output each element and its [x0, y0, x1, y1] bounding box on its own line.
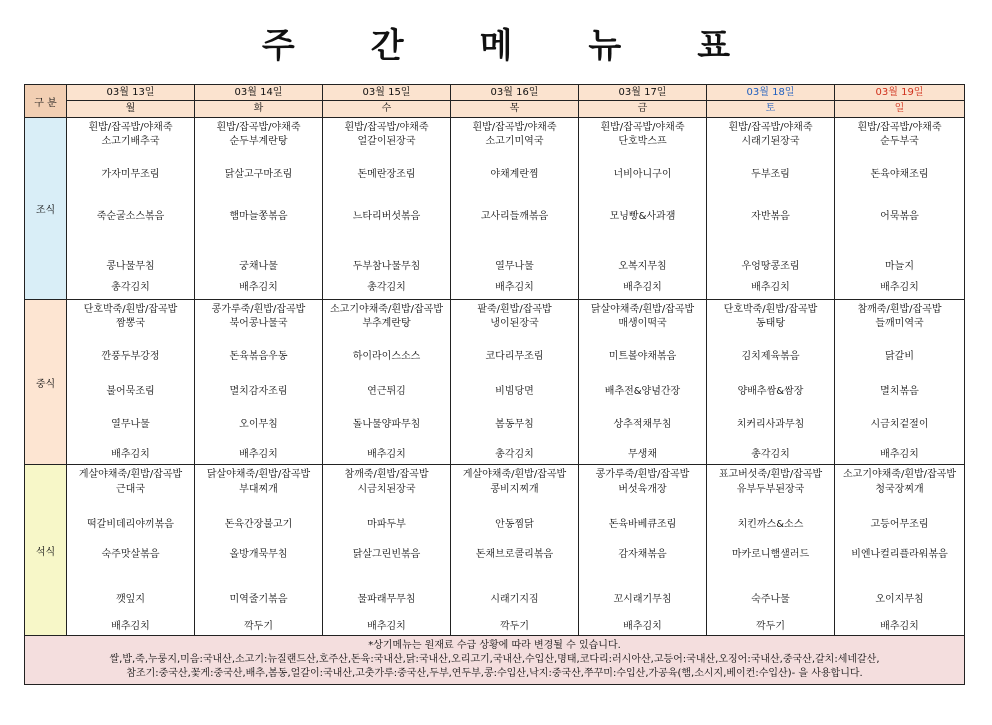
footer-line: 참조기:중국산,꽃게:중국산,배추,봄동,얼갈이:국내산,고춧가루:중국산,두부,연두부,콩:수입산,낙지:중국산,쭈꾸미:수입산,가공육(햄,소시지,베이컨:수입산)- 을 사용합니다.: [126, 668, 863, 679]
menu-cell-lunch: [579, 300, 707, 465]
menu-item: 닭살야채죽/흰밥/잡곡밥: [206, 469, 311, 480]
menu-item: 불어묵조림: [106, 386, 155, 397]
menu-item: 소고기미역국: [485, 136, 544, 147]
menu-cell-dinner: [451, 465, 579, 636]
menu-cell-content: [195, 300, 322, 464]
menu-item: 시래기지짐: [490, 594, 539, 605]
menu-item: 북어콩나물국: [229, 318, 288, 329]
menu-item: 돈육간장불고기: [224, 519, 293, 530]
menu-item: 게살야채죽/흰밥/잡곡밥: [78, 469, 183, 480]
menu-item: 열무나물: [111, 419, 150, 430]
menu-cell-breakfast: [67, 118, 195, 300]
page-title-char: 간: [370, 26, 404, 66]
menu-item: 버섯육개장: [618, 484, 667, 495]
menu-item: 배추김치: [367, 449, 406, 460]
menu-cell-content: [451, 118, 578, 299]
menu-item: 참깨죽/흰밥/잡곡밥: [344, 469, 429, 480]
page-title-char: 주: [261, 26, 295, 66]
menu-cell-content: [835, 465, 964, 635]
menu-cell-lunch: [195, 300, 323, 465]
menu-item: 숙주맛살볶음: [101, 549, 160, 560]
menu-item: 총각김치: [495, 449, 534, 460]
header-date: 03월 17일: [579, 85, 707, 101]
menu-item: 배추김치: [495, 282, 534, 293]
menu-item: 소고기야채죽/흰밥/잡곡밥: [843, 469, 956, 480]
menu-item: 떡갈비데리야끼볶음: [87, 519, 174, 530]
menu-item: 고사리들깨볶음: [480, 211, 549, 222]
menu-item: 게살야채죽/흰밥/잡곡밥: [462, 469, 567, 480]
menu-item: 돈육야채조림: [870, 169, 929, 180]
menu-item: 연근튀김: [367, 386, 406, 397]
menu-item: 단호박스프: [618, 136, 667, 147]
menu-item: 동태탕: [756, 318, 785, 329]
menu-cell-content: [579, 465, 706, 635]
footer-notice: [25, 636, 965, 685]
menu-cell-dinner: [195, 465, 323, 636]
menu-item: 깐풍두부강정: [101, 351, 160, 362]
menu-item: 흰밥/잡곡밥/야채죽: [88, 122, 173, 133]
menu-item: 닭살야채죽/흰밥/잡곡밥: [590, 304, 695, 315]
header-date: 03월 13일: [67, 85, 195, 101]
menu-item: 흰밥/잡곡밥/야채죽: [216, 122, 301, 133]
menu-cell-dinner: [579, 465, 707, 636]
menu-item: 오이지무침: [875, 594, 924, 605]
menu-item: 무생채: [628, 449, 657, 460]
menu-item: 돈육볶음우동: [229, 351, 288, 362]
menu-item: 시금치겉절이: [870, 419, 929, 430]
meal-label-breakfast: 조식: [25, 118, 67, 300]
menu-cell-content: [195, 118, 322, 299]
menu-item: 깍두기: [244, 621, 273, 632]
menu-item: 느타리버섯볶음: [352, 211, 421, 222]
header-date: 03월 19일: [835, 85, 965, 101]
menu-item: 햄마늘쫑볶음: [229, 211, 288, 222]
header-weekday: 화: [195, 101, 323, 118]
menu-item: 시금치된장국: [357, 484, 416, 495]
menu-item: 죽순굴소스볶음: [96, 211, 165, 222]
menu-item: 총각김치: [111, 282, 150, 293]
menu-item: 돈채브로콜리볶음: [475, 549, 554, 560]
menu-item: 자반볶음: [751, 211, 790, 222]
menu-cell-dinner: [67, 465, 195, 636]
menu-item: 콩가루죽/흰밥/잡곡밥: [595, 469, 690, 480]
menu-cell-content: [323, 465, 450, 635]
menu-item: 배추김치: [880, 449, 919, 460]
menu-item: 단호박죽/흰밥/잡곡밥: [83, 304, 178, 315]
menu-cell-content: [67, 465, 194, 635]
menu-item: 꼬시래기무침: [613, 594, 672, 605]
header-weekday: 일: [835, 101, 965, 118]
menu-item: 깍두기: [500, 621, 529, 632]
header-gubun: 구 분: [25, 85, 67, 118]
menu-item: 냉이된장국: [490, 318, 539, 329]
menu-item: 마늘지: [885, 261, 914, 272]
menu-item: 양배추쌈&쌈장: [737, 386, 804, 397]
menu-item: 궁채나물: [239, 261, 278, 272]
menu-item: 멸치볶음: [880, 386, 919, 397]
menu-item: 배추김치: [880, 621, 919, 632]
menu-item: 흰밥/잡곡밥/야채죽: [728, 122, 813, 133]
menu-cell-content: [579, 118, 706, 299]
header-weekday: 월: [67, 101, 195, 118]
menu-cell-lunch: [835, 300, 965, 465]
menu-item: 배추김치: [239, 282, 278, 293]
menu-item: 오복지무침: [618, 261, 667, 272]
menu-item: 소고기야채죽/흰밥/잡곡밥: [330, 304, 443, 315]
menu-item: 총각김치: [367, 282, 406, 293]
menu-item: 비엔나컬리플라워볶음: [851, 549, 948, 560]
menu-cell-breakfast: [579, 118, 707, 300]
menu-cell-breakfast: [835, 118, 965, 300]
menu-item: 배추김치: [367, 621, 406, 632]
menu-item: 배추김치: [623, 621, 662, 632]
menu-cell-dinner: [707, 465, 835, 636]
menu-item: 부대찌개: [239, 484, 278, 495]
menu-item: 총각김치: [751, 449, 790, 460]
menu-item: 흰밥/잡곡밥/야채죽: [857, 122, 942, 133]
menu-item: 물파래무무침: [357, 594, 416, 605]
menu-item: 두부참나물무침: [352, 261, 421, 272]
menu-cell-content: [451, 300, 578, 464]
meal-label-dinner: 석식: [25, 465, 67, 636]
header-weekday: 수: [323, 101, 451, 118]
meal-label-lunch: 중식: [25, 300, 67, 465]
menu-item: 닭살그린빈볶음: [352, 549, 421, 560]
menu-cell-dinner: [835, 465, 965, 636]
menu-item: 표고버섯죽/흰밥/잡곡밥: [718, 469, 823, 480]
menu-cell-content: [707, 465, 834, 635]
weekly-menu-table: [24, 84, 965, 685]
menu-cell-breakfast: [707, 118, 835, 300]
menu-item: 배추전&양념간장: [604, 386, 681, 397]
menu-item: 하이라이스소스: [352, 351, 421, 362]
menu-item: 순두부계란탕: [229, 136, 288, 147]
menu-item: 부추계란탕: [362, 318, 411, 329]
menu-item: 매생이떡국: [618, 318, 667, 329]
footer-line: *상기메뉴는 원재료 수급 상황에 따라 변경될 수 있습니다.: [368, 640, 621, 651]
menu-item: 안동찜닭: [495, 519, 534, 530]
menu-item: 콩나물무침: [106, 261, 155, 272]
menu-item: 우엉땅콩조림: [741, 261, 800, 272]
menu-cell-content: [67, 300, 194, 464]
menu-item: 너비아니구이: [613, 169, 672, 180]
menu-cell-lunch: [451, 300, 579, 465]
menu-cell-content: [835, 300, 964, 464]
menu-item: 감자채볶음: [618, 549, 667, 560]
menu-item: 흰밥/잡곡밥/야채죽: [600, 122, 685, 133]
menu-item: 오이무침: [239, 419, 278, 430]
menu-item: 깻잎지: [116, 594, 145, 605]
menu-item: 얼갈이된장국: [357, 136, 416, 147]
menu-item: 콩가루죽/흰밥/잡곡밥: [211, 304, 306, 315]
menu-cell-content: [323, 300, 450, 464]
menu-item: 닭갈비: [885, 351, 914, 362]
menu-cell-content: [451, 465, 578, 635]
header-weekday: 토: [707, 101, 835, 118]
menu-cell-breakfast: [323, 118, 451, 300]
menu-item: 흰밥/잡곡밥/야채죽: [344, 122, 429, 133]
menu-cell-content: [195, 465, 322, 635]
page-title-char: 메: [479, 26, 513, 66]
page-title-char: 표: [697, 26, 731, 66]
header-date: 03월 14일: [195, 85, 323, 101]
menu-item: 들깨미역국: [875, 318, 924, 329]
menu-item: 미트볼야채볶음: [608, 351, 677, 362]
menu-item: 멸치감자조림: [229, 386, 288, 397]
header-weekday: 목: [451, 101, 579, 118]
footer-line: 쌀,밥,죽,누룽지,미음:국내산,소고기:뉴질랜드산,호주산,돈육:국내산,닭:국내산,오리고기,국내산,수입산,명태,코다리:러시아산,고등어:국내산,오징어:국내산,중국산,갈치:세네갈산,: [109, 654, 880, 665]
menu-item: 돈메란장조림: [357, 169, 416, 180]
menu-item: 배추김치: [880, 282, 919, 293]
menu-item: 상추적채무침: [613, 419, 672, 430]
menu-item: 닭살고구마조림: [224, 169, 293, 180]
menu-cell-lunch: [707, 300, 835, 465]
menu-item: 김치제육볶음: [741, 351, 800, 362]
menu-cell-content: [707, 300, 834, 464]
menu-item: 배추김치: [623, 282, 662, 293]
menu-item: 순두부국: [880, 136, 919, 147]
menu-item: 흰밥/잡곡밥/야채죽: [472, 122, 557, 133]
menu-cell-content: [707, 118, 834, 299]
menu-item: 어묵볶음: [880, 211, 919, 222]
header-date: 03월 16일: [451, 85, 579, 101]
header-date: 03월 15일: [323, 85, 451, 101]
menu-item: 유부두부된장국: [736, 484, 805, 495]
menu-item: 배추김치: [751, 282, 790, 293]
menu-item: 소고기배추국: [101, 136, 160, 147]
menu-item: 미역줄기볶음: [229, 594, 288, 605]
menu-cell-breakfast: [195, 118, 323, 300]
menu-item: 비빔당면: [495, 386, 534, 397]
menu-cell-lunch: [67, 300, 195, 465]
menu-item: 두부조림: [751, 169, 790, 180]
menu-item: 마파두부: [367, 519, 406, 530]
menu-item: 마카로니햄샐러드: [731, 549, 810, 560]
menu-item: 모닝빵&사과잼: [609, 211, 676, 222]
menu-cell-lunch: [323, 300, 451, 465]
menu-cell-content: [835, 118, 964, 299]
menu-item: 시래기된장국: [741, 136, 800, 147]
menu-item: 단호박죽/흰밥/잡곡밥: [723, 304, 818, 315]
menu-cell-content: [579, 300, 706, 464]
menu-item: 짬뽕국: [116, 318, 145, 329]
menu-item: 참깨죽/흰밥/잡곡밥: [857, 304, 942, 315]
page-title-char: 뉴: [588, 26, 622, 66]
menu-item: 올방개묵무침: [229, 549, 288, 560]
menu-item: 깍두기: [756, 621, 785, 632]
menu-item: 배추김치: [111, 449, 150, 460]
menu-item: 돌나물양파무침: [352, 419, 421, 430]
header-weekday: 금: [579, 101, 707, 118]
menu-item: 배추김치: [111, 621, 150, 632]
menu-item: 청국장찌개: [875, 484, 924, 495]
menu-item: 배추김치: [239, 449, 278, 460]
menu-item: 숙주나물: [751, 594, 790, 605]
menu-item: 돈육바베큐조림: [608, 519, 677, 530]
menu-item: 코다리무조림: [485, 351, 544, 362]
menu-item: 가자미무조림: [101, 169, 160, 180]
menu-item: 근대국: [116, 484, 145, 495]
menu-cell-content: [323, 118, 450, 299]
page-title: [0, 18, 992, 67]
menu-item: 치킨까스&소스: [737, 519, 804, 530]
menu-item: 봄동무침: [495, 419, 534, 430]
menu-cell-dinner: [323, 465, 451, 636]
menu-cell-breakfast: [451, 118, 579, 300]
menu-item: 콩비지찌개: [490, 484, 539, 495]
menu-item: 치커리사과무침: [736, 419, 805, 430]
menu-item: 열무나물: [495, 261, 534, 272]
menu-item: 고등어무조림: [870, 519, 929, 530]
menu-item: 야채계란찜: [490, 169, 539, 180]
menu-cell-content: [67, 118, 194, 299]
menu-item: 팥죽/흰밥/잡곡밥: [477, 304, 552, 315]
header-date: 03월 18일: [707, 85, 835, 101]
